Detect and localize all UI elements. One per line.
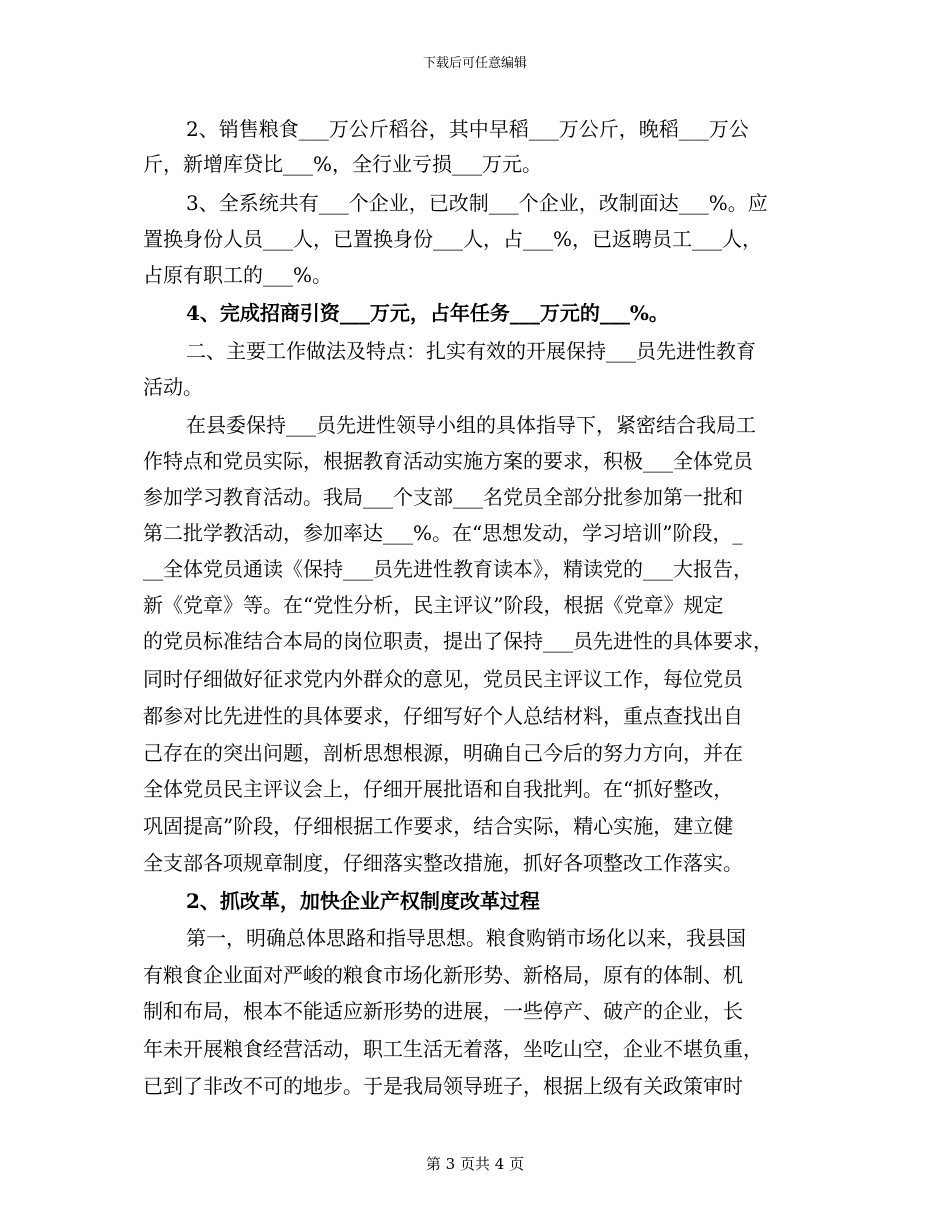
paragraph-line: 二、主要工作做法及特点：扎实有效的开展保持___员先进性教育	[186, 339, 756, 363]
paragraph-line: 新《党章》等。在“党性分析，民主评议”阶段，根据《党章》规定	[143, 593, 724, 617]
paragraph-line: 占原有职工的___%。	[143, 263, 333, 287]
section-heading: 2、抓改革，加快企业产权制度改革过程	[186, 889, 540, 913]
paragraph-line: 活动。	[143, 375, 203, 399]
paragraph-line: 在县委保持___员先进性领导小组的具体指导下，紧密结合我局工	[186, 413, 756, 437]
paragraph-line: 置换身份人员___人，已置换身份___人，占___%，已返聘员工___人，	[143, 227, 763, 251]
paragraph-line: 斤，新增库贷比___%，全行业亏损___万元。	[143, 152, 543, 176]
page-footer: 第 3 页共 4 页	[425, 1155, 525, 1173]
paragraph-line: 有粮食企业面对严峻的粮食市场化新形势、新格局，原有的体制、机	[143, 963, 743, 987]
paragraph-line: 己存在的突出问题，剖析思想根源，明确自己今后的努力方向，并在	[143, 741, 743, 765]
paragraph-line: 全体党员民主评议会上，仔细开展批语和自我批判。在“抓好整改，	[143, 777, 734, 801]
paragraph-line: 3、全系统共有___个企业，已改制___个企业，改制面达___%。应	[186, 191, 768, 215]
paragraph-line: __全体党员通读《保持___员先进性教育读本》，精读党的___大报告，	[143, 557, 753, 581]
paragraph-line: 第二批学教活动，参加率达___%。在“思想发动，学习培训”阶段，_	[143, 521, 743, 545]
paragraph-line: 作特点和党员实际，根据教育活动实施方案的要求，积极___全体党员	[143, 449, 753, 473]
paragraph-line: 都参对比先进性的具体要求，仔细写好个人总结材料，重点查找出自	[143, 704, 743, 728]
paragraph-line: 同时仔细做好征求党内外群众的意见，党员民主评议工作，每位党员	[143, 667, 743, 691]
paragraph-line: 年未开展粮食经营活动，职工生活无着落，坐吃山空，企业不堪负重，	[143, 1037, 763, 1061]
paragraph-line: 巩固提高”阶段，仔细根据工作要求，结合实际，精心实施，建立健	[143, 814, 734, 838]
paragraph-line: 已到了非改不可的地步。于是我局领导班子，根据上级有关政策审时	[143, 1074, 743, 1098]
paragraph-line: 全支部各项规章制度，仔细落实整改措施，抓好各项整改工作落实。	[143, 851, 743, 875]
paragraph-line: 参加学习教育活动。我局___个支部___名党员全部分批参加第一批和	[143, 485, 743, 509]
page-header: 下载后可任意编辑	[422, 56, 527, 71]
paragraph-line: 的党员标准结合本局的岗位职责，提出了保持___员先进性的具体要求，	[143, 629, 773, 653]
paragraph-line: 制和布局，根本不能适应新形势的进展，一些停产、破产的企业，长	[143, 999, 743, 1023]
paragraph-line: 2、销售粮食___万公斤稻谷，其中早稻___万公斤，晚稻___万公	[186, 117, 749, 141]
paragraph-line: 第一，明确总体思路和指导思想。粮食购销市场化以来，我县国	[186, 926, 746, 950]
paragraph-line: 4、完成招商引资___万元，占年任务___万元的___%。	[186, 301, 669, 325]
